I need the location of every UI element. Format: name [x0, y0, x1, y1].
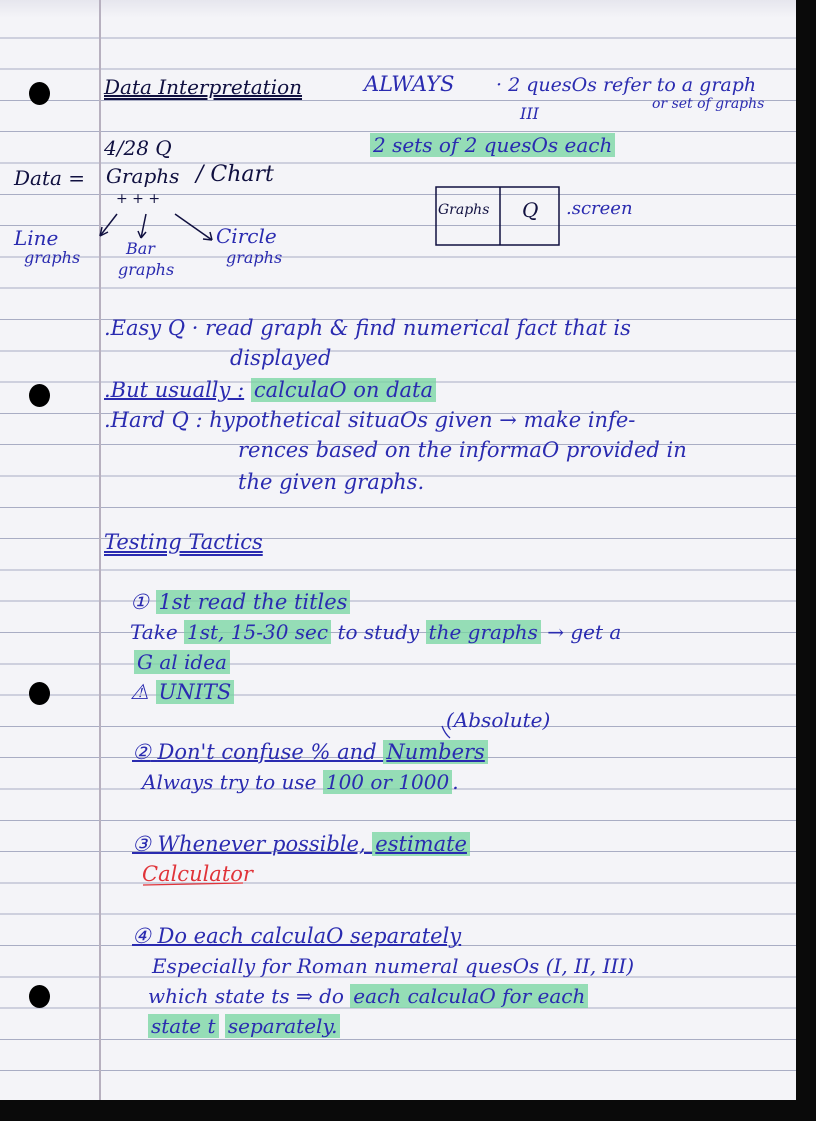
tactic-2-line-a: Always try to use [142, 770, 323, 794]
tactic-4-line-2b: each calculaO for each [350, 984, 588, 1008]
tactic-4-line-1: Especially for Roman numeral quesOs (I, II, III) [152, 954, 635, 978]
hard-q-3: the given graphs. [238, 470, 425, 494]
line-graphs-1: Line [14, 226, 59, 250]
tactic-2-numbers: Numbers [383, 740, 488, 764]
tactic-3-title: ③ Whenever possible, [132, 832, 373, 856]
absolute-note: (Absolute) [446, 708, 551, 732]
tactic-4-line-3b: separately. [225, 1014, 341, 1038]
circle-graphs-2: graphs [226, 248, 283, 267]
tactic-4-line-2a: which state ts ⇒ do [148, 984, 351, 1008]
tactic-2-line-c: . [452, 770, 459, 794]
arrow-to-line-graphs [100, 214, 117, 236]
circle-graphs-1: Circle [216, 224, 277, 248]
tactic-4: ④ Do each calculaO separately [132, 924, 462, 948]
tactic-3-estimate: estimate [372, 832, 470, 856]
graphs-label: Graphs [106, 164, 180, 188]
bar-graphs-2: graphs [118, 260, 175, 279]
units-text: UNITS [156, 680, 235, 704]
tactic-1-line-1b: 1st, 15-30 sec [184, 620, 331, 644]
screen-box [436, 187, 559, 245]
question-count: 4/28 Q [104, 136, 172, 160]
warning-icon: ⚠ [130, 680, 149, 704]
page-title: Data Interpretation [104, 75, 303, 99]
tactics-heading: Testing Tactics [104, 530, 263, 554]
usually-prefix: .But usually : [104, 378, 245, 402]
hard-q-2: rences based on the informaO provided in [238, 438, 687, 462]
easy-q: .Easy Q · read graph & find numerical fact that is [104, 316, 631, 340]
easy-q-2: displayed [230, 346, 332, 370]
hard-q: .Hard Q : hypothetical situaOs given → make infe- [104, 408, 636, 432]
question-sets-text: 2 sets of 2 quesOs each [370, 133, 615, 157]
tactic-1-line-2-text: G al idea [134, 650, 230, 674]
diagram-graphs: Graphs [438, 202, 490, 218]
tactic-1-number: ① [130, 590, 149, 614]
chart-label: / Chart [196, 162, 274, 187]
diagram-screen: .screen [566, 198, 633, 219]
header-note: · 2 quesOs refer to a graph [496, 74, 757, 96]
tactic-1-title: 1st read the titles [156, 590, 351, 614]
tactic-1-line-1a: Take [130, 620, 185, 644]
arrow-to-circle-graphs [175, 214, 212, 240]
tactic-3-calculator: Calculator [142, 862, 253, 886]
caret-mark [442, 726, 450, 738]
usually-calc: calculaO on data [251, 378, 436, 402]
bar-graphs-1: Bar [126, 239, 155, 258]
header-note-2: or set of graphs [652, 96, 765, 112]
tactic-2-title: Don't confuse % and [157, 740, 384, 764]
tactic-1-line-1d: the graphs [426, 620, 541, 644]
tactic-1-line-1c: to study [331, 620, 426, 644]
roman-three: III [520, 104, 539, 123]
header-always: ALWAYS [364, 72, 455, 96]
tactic-1-line-1e: → get a [540, 620, 622, 644]
tactic-4-line-3a: state t [148, 1014, 219, 1038]
tactic-2-number: ② [132, 740, 151, 764]
line-graphs-2: graphs [24, 248, 81, 267]
plus-marks: + + + [116, 191, 161, 207]
data-label: Data = [14, 166, 86, 190]
tactic-2-line-b: 100 or 1000 [323, 770, 452, 794]
diagram-q: Q [522, 198, 539, 222]
calculator-strike [143, 883, 243, 885]
